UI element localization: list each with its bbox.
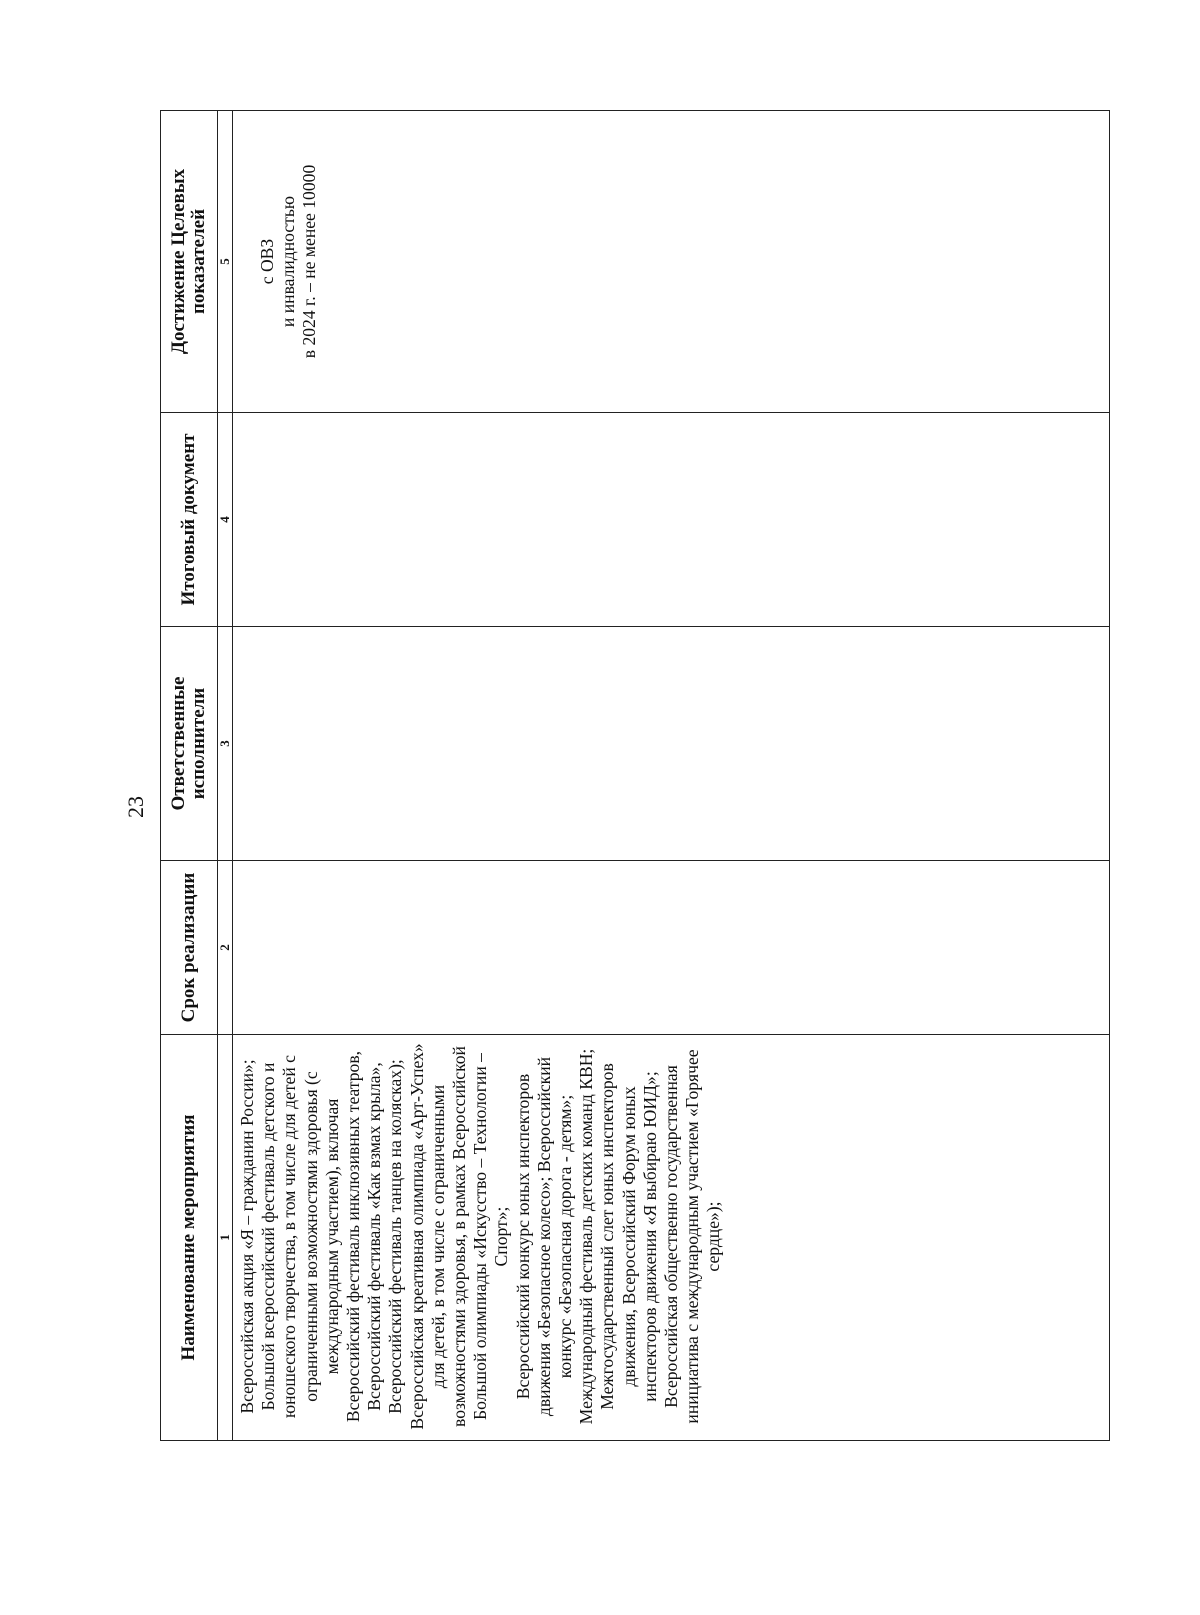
header-responsible: Ответственные исполнители	[161, 627, 218, 861]
event-paragraph: Международный фестиваль детских команд КВН;	[576, 1048, 597, 1425]
deadline-cell	[233, 861, 1110, 1035]
target-indicators-cell	[233, 111, 1110, 413]
event-paragraph: Межгосударственный слет юных инспекторов движения, Всероссийский Форум юных инспекторов движения «Я выбираю ЮИД»;	[597, 1063, 660, 1410]
column-number: 2	[218, 861, 233, 1035]
event-name-cell	[233, 1035, 1110, 1441]
responsible-cell	[233, 627, 1110, 861]
table-row	[233, 111, 1110, 1441]
column-number: 4	[218, 413, 233, 627]
rotated-page-content	[160, 111, 1200, 1441]
events-table	[160, 110, 1110, 1441]
indicator-line: в 2024 г. – не менее 10000	[299, 164, 320, 359]
event-paragraph: Большой всероссийский фестиваль детского и юношеского творчества, в том числе для детей с ограниченными возможностями здоровья (с международным участием), включая Всероссийский фестиваль инклюзивных театров, Всероссийский фестиваль «Как взмах крыла», Всероссийский фестиваль танцев на колясках);	[258, 1050, 406, 1423]
header-row	[161, 111, 218, 1441]
indicator-line: и инвалидностью	[278, 195, 299, 328]
page-number: 23	[123, 796, 148, 818]
header-deadline: Срок реализации	[161, 861, 218, 1035]
event-paragraph: Всероссийская акция «Я – гражданин России»;	[237, 1059, 257, 1414]
header-target-indicators: Достижение Целевых показателей	[161, 111, 218, 413]
final-document-cell	[233, 413, 1110, 627]
column-number: 3	[218, 627, 233, 861]
column-number: 5	[218, 111, 233, 413]
column-number-row	[218, 111, 233, 1441]
header-final-document: Итоговый документ	[161, 413, 218, 627]
header-event-name: Наименование мероприятия	[161, 1035, 218, 1441]
indicator-line: с ОВЗ	[257, 238, 277, 285]
column-number: 1	[218, 1035, 233, 1441]
event-paragraph: Всероссийский конкурс юных инспекторов движения «Безопасное колесо»; Всероссийский конкурс «Безопасная дорога - детям»;	[512, 1056, 576, 1417]
event-paragraph: Всероссийская общественно государственная инициатива с международным участием «Горячее сердце»);	[661, 1049, 724, 1424]
event-paragraph: Всероссийская креативная олимпиада «Арт-Успех» для детей, в том числе с ограниченными возможностями здоровья, в рамках Всероссийской Большой олимпиады «Искусство – Технологии – Спорт»;	[406, 1043, 512, 1430]
